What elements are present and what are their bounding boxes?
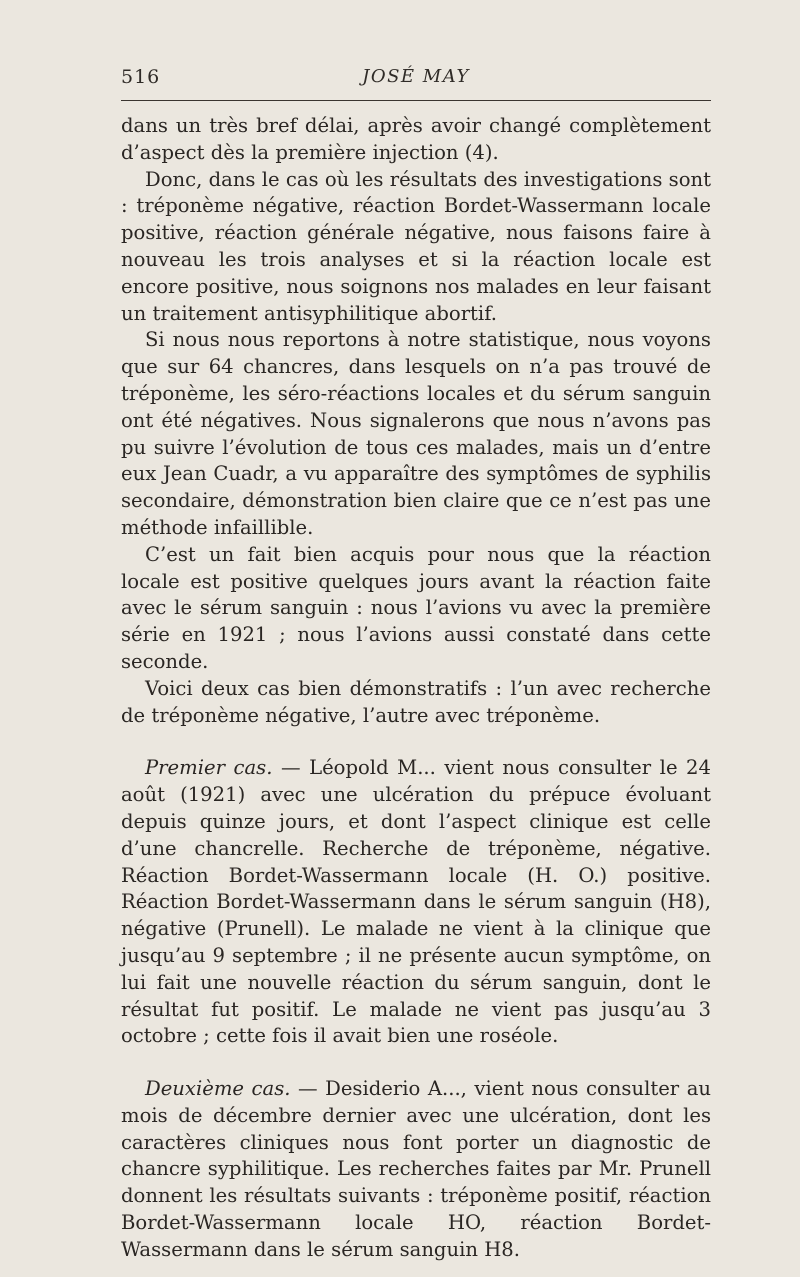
case-text: — Desiderio A..., vient nous consulter au mois de décembre dernier avec une ulcération, dont les caractères cliniques nous font porter un diagnostic de chancre syphilitique. Les recherches faites par Mr. Prunell donnent les résultats suivants : tréponème positif, réaction Bordet-Wassermann locale HO, réaction Bordet-Wassermann dans le sérum sanguin H8. xyxy=(121,1077,711,1261)
case-label: Premier cas. xyxy=(145,756,273,780)
case-paragraph-1 xyxy=(121,755,711,1050)
paragraph: C’est un fait bien acquis pour nous que la réaction locale est positive quelques jours avant la réaction faite avec le sérum sanguin : nous l’avions vu avec la première série en 1921 ; nous l’avions aussi constaté dans cette seconde. xyxy=(121,542,711,673)
case-text: — Léopold M... vient nous consulter le 24 août (1921) avec une ulcération du prépuce évoluant depuis quinze jours, et dont l’aspect clinique est celle d’une chancrelle. Recherche de tréponème, négative. Réaction Bordet-Wassermann locale (H. O.) positive. Réaction Bordet-Wassermann dans le sérum sanguin (H8), négative (Prunell). Le malade ne vient à la clinique que jusqu’au 9 septembre ; il ne présente aucun symptôme, on lui fait une nouvelle réaction du sérum sanguin, dont le résultat fut positif. Le malade ne vient pas jusqu’au 3 octobre ; cette fois il avait bien une roséole. xyxy=(121,756,711,1048)
case-label: Deuxième cas. xyxy=(145,1077,291,1101)
case-paragraph-2 xyxy=(121,1076,711,1264)
paragraph: Voici deux cas bien démonstratifs : l’un avec recherche de tréponème négative, l’autre avec tréponème. xyxy=(121,676,711,727)
running-head: JOSÉ MAY xyxy=(362,66,470,87)
paragraph: Si nous nous reportons à notre statistique, nous voyons que sur 64 chancres, dans lesquels on n’a pas trouvé de tréponème, les séro-réactions locales et du sérum sanguin ont été négatives. Nous signalerons que nous n’avons pas pu suivre l’évolution de tous ces malades, mais un d’entre eux Jean Cuadr, a vu apparaître des symptômes de syphilis secondaire, démonstration bien claire que ce n’est pas une méthode infaillible. xyxy=(121,328,711,539)
body-text xyxy=(121,113,711,1264)
paragraph: dans un très bref délai, après avoir changé complètement d’aspect dès la première injection (4). xyxy=(121,114,711,164)
page-header xyxy=(121,66,711,96)
page-number: 516 xyxy=(121,66,161,88)
paragraph: Donc, dans le cas où les résultats des investigations sont : tréponème négative, réaction Bordet-Wassermann locale positive, réaction générale négative, nous faisons faire à nouveau les trois analyses et si la réaction locale est encore positive, nous soignons nos malades en leur faisant un traitement antisyphilitique abortif. xyxy=(121,167,711,325)
header-rule xyxy=(121,100,711,101)
